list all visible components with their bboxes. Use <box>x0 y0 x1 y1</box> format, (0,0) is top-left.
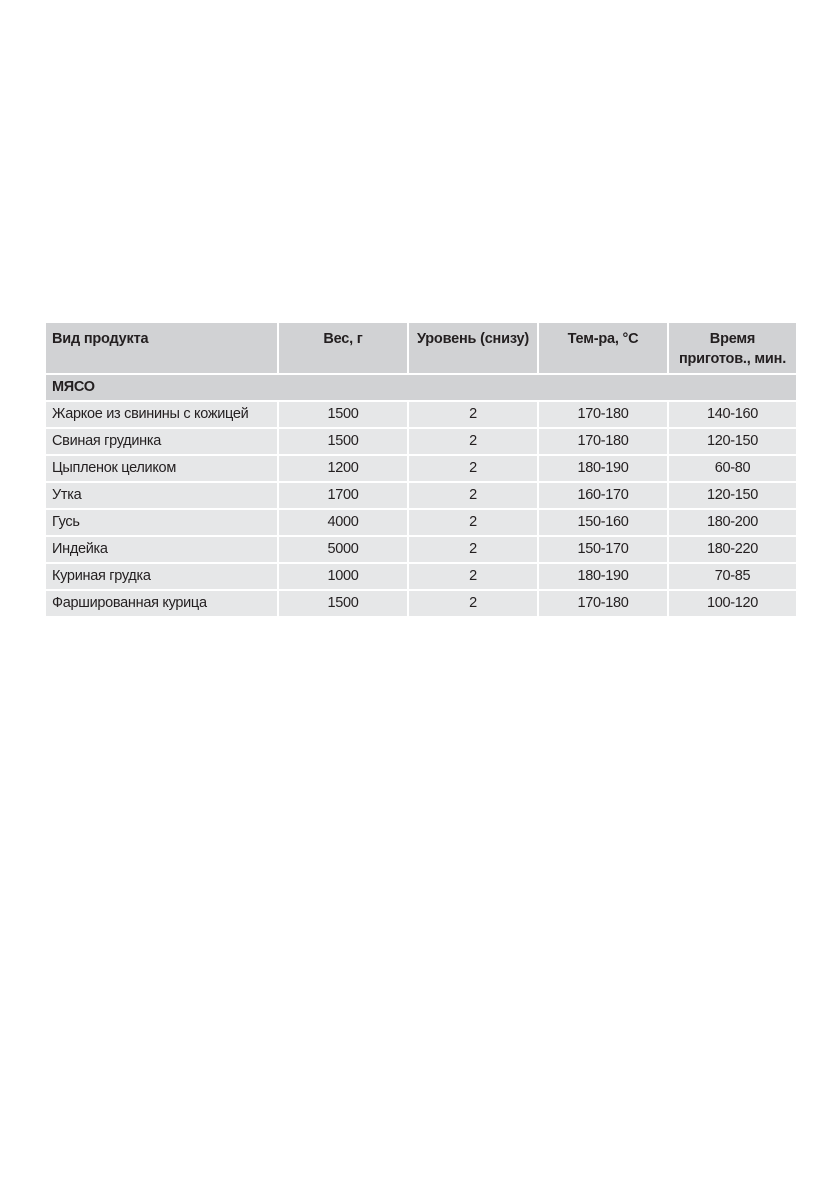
cell-temperature: 180-190 <box>539 564 667 589</box>
header-temperature: Тем-ра, °С <box>539 323 667 373</box>
cell-temperature: 170-180 <box>539 402 667 427</box>
cell-product: Утка <box>46 483 277 508</box>
cell-temperature: 180-190 <box>539 456 667 481</box>
cell-time: 180-220 <box>669 537 796 562</box>
table-row <box>46 429 796 454</box>
cell-level: 2 <box>409 564 537 589</box>
cell-level: 2 <box>409 537 537 562</box>
table-row <box>46 402 796 427</box>
header-time <box>669 323 796 373</box>
cell-level: 2 <box>409 591 537 616</box>
table-row <box>46 483 796 508</box>
cell-temperature: 150-170 <box>539 537 667 562</box>
cell-temperature: 170-180 <box>539 429 667 454</box>
cell-level: 2 <box>409 483 537 508</box>
cell-time: 180-200 <box>669 510 796 535</box>
cell-temperature: 160-170 <box>539 483 667 508</box>
cell-temperature: 170-180 <box>539 591 667 616</box>
header-weight: Вес, г <box>279 323 407 373</box>
cooking-table-container <box>44 321 794 618</box>
cell-product: Цыпленок целиком <box>46 456 277 481</box>
section-row <box>46 375 796 400</box>
table-row <box>46 537 796 562</box>
table-row <box>46 591 796 616</box>
header-level: Уровень (снизу) <box>409 323 537 373</box>
cell-time: 70-85 <box>669 564 796 589</box>
cell-product: Свиная грудинка <box>46 429 277 454</box>
cell-time: 140-160 <box>669 402 796 427</box>
cell-product: Жаркое из свинины с кожицей <box>46 402 277 427</box>
cell-product: Фаршированная курица <box>46 591 277 616</box>
cell-weight: 1000 <box>279 564 407 589</box>
header-time-line1: Время <box>709 331 756 347</box>
section-title: МЯСО <box>46 375 796 400</box>
table-row <box>46 510 796 535</box>
header-time-line2: приготов., мин. <box>678 351 787 367</box>
cell-level: 2 <box>409 429 537 454</box>
cell-weight: 1500 <box>279 402 407 427</box>
cell-temperature: 150-160 <box>539 510 667 535</box>
cell-weight: 1500 <box>279 591 407 616</box>
table-row <box>46 564 796 589</box>
cell-time: 60-80 <box>669 456 796 481</box>
cell-product: Индейка <box>46 537 277 562</box>
table-header-row <box>46 323 796 373</box>
cell-product: Гусь <box>46 510 277 535</box>
cell-time: 120-150 <box>669 429 796 454</box>
cell-weight: 4000 <box>279 510 407 535</box>
cell-time: 120-150 <box>669 483 796 508</box>
cell-level: 2 <box>409 402 537 427</box>
cell-weight: 1500 <box>279 429 407 454</box>
cell-weight: 1200 <box>279 456 407 481</box>
cell-weight: 1700 <box>279 483 407 508</box>
cooking-table <box>44 321 798 618</box>
cell-level: 2 <box>409 456 537 481</box>
cell-product: Куриная грудка <box>46 564 277 589</box>
cell-time: 100-120 <box>669 591 796 616</box>
header-product: Вид продукта <box>46 323 277 373</box>
cell-weight: 5000 <box>279 537 407 562</box>
table-row <box>46 456 796 481</box>
cell-level: 2 <box>409 510 537 535</box>
